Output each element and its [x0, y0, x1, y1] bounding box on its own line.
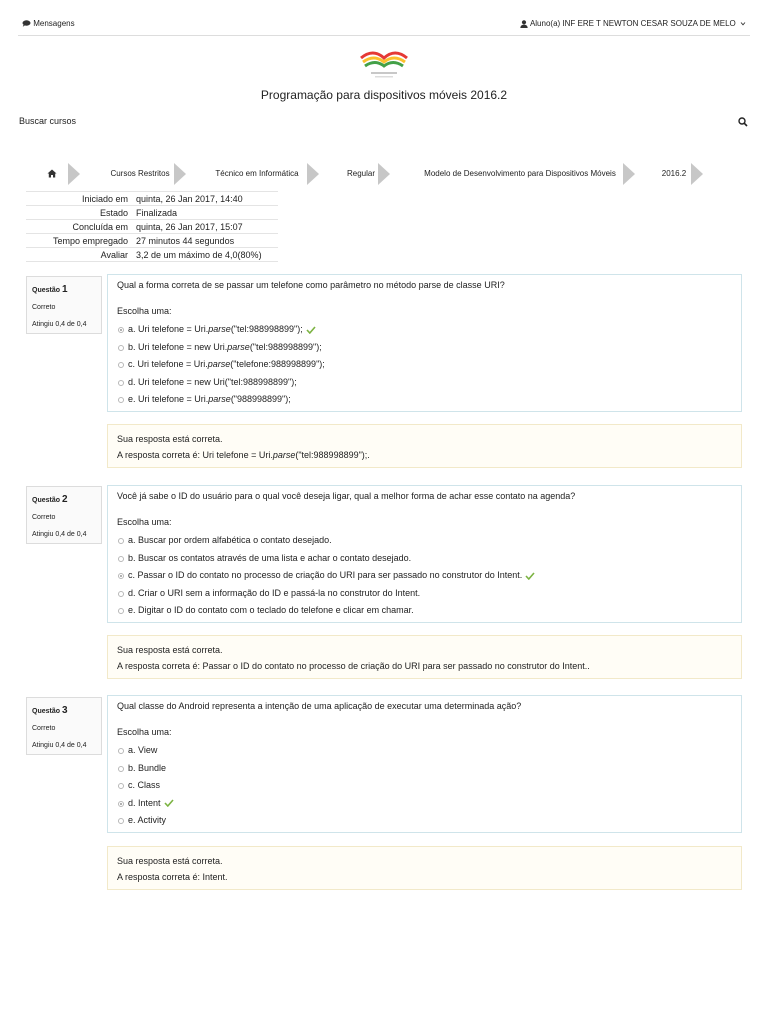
answer-option-c[interactable]	[117, 777, 732, 795]
breadcrumb-separator	[691, 163, 703, 185]
feedback-status: Sua resposta está correta.	[117, 856, 223, 866]
summary-row	[26, 192, 278, 206]
home-icon[interactable]	[47, 169, 57, 178]
feedback-correct-answer: A resposta correta é: Intent.	[117, 872, 228, 882]
question-number: 3	[62, 705, 68, 716]
option-text: a. Buscar por ordem alfabética o contato desejado.	[128, 535, 332, 545]
answer-option-e[interactable]	[117, 391, 732, 409]
search-bar	[18, 116, 750, 132]
breadcrumb-item-regular[interactable]: Regular	[346, 169, 375, 178]
radio-button[interactable]	[118, 345, 124, 351]
user-menu[interactable]	[520, 19, 748, 28]
user-name: Aluno(a) INF ERE T NEWTON CESAR SOUZA DE MELO	[529, 19, 736, 28]
option-text: d. Uri telefone = new Uri("tel:988998899");	[128, 376, 297, 387]
check-icon	[164, 799, 174, 807]
question-status: Correto	[32, 514, 56, 521]
choose-one-label: Escolha uma:	[117, 727, 172, 737]
answer-option-b[interactable]	[117, 550, 732, 568]
feedback-status: Sua resposta está correta.	[117, 434, 223, 444]
feedback-correct-answer: A resposta correta é: Passar o ID do contato no processo de criação do URI para ser passado no construtor do Intent..	[117, 661, 590, 671]
option-text: c. Uri telefone = Uri.parse("telefone:988998899");	[128, 359, 325, 369]
radio-button[interactable]	[118, 818, 124, 824]
question-2-feedback	[107, 635, 742, 679]
search-courses-link[interactable]: Buscar cursos	[19, 116, 77, 126]
summary-key: Tempo empregado	[26, 234, 132, 248]
summary-row	[26, 248, 278, 262]
summary-row	[26, 206, 278, 220]
option-text: e. Digitar o ID do contato com o teclado do telefone e clicar em chamar.	[128, 605, 414, 615]
breadcrumb-separator	[174, 163, 186, 185]
breadcrumb-separator	[378, 163, 390, 185]
summary-value: 27 minutos 44 segundos	[132, 234, 278, 248]
answer-option-b[interactable]	[117, 760, 732, 778]
option-text: c. Passar o ID do contato no processo de criação do URI para ser passado no construtor do Intent.	[128, 570, 523, 580]
radio-button[interactable]	[118, 748, 124, 754]
answer-option-d[interactable]	[117, 585, 732, 603]
question-number: 2	[62, 494, 68, 505]
top-navbar	[18, 16, 750, 36]
feedback-correct-answer: A resposta correta é: Uri telefone = Uri.parse("tel:988998899");.	[117, 450, 370, 460]
radio-button[interactable]	[118, 573, 124, 579]
option-text: b. Bundle	[128, 762, 167, 773]
question-1-feedback	[107, 424, 742, 468]
radio-button[interactable]	[118, 783, 124, 789]
user-icon	[520, 20, 528, 28]
radio-button[interactable]	[118, 327, 124, 333]
check-icon	[306, 326, 316, 334]
question-text: Qual a forma correta de se passar um telefone como parâmetro no método parse de classe URI?	[117, 280, 505, 290]
answer-option-a[interactable]	[117, 532, 732, 550]
radio-button[interactable]	[118, 397, 124, 403]
breadcrumb-item-modelo-desenvolvimento[interactable]: Modelo de Desenvolvimento para Dispositivos Móveis	[424, 169, 616, 178]
question-status: Correto	[32, 304, 56, 311]
summary-key: Avaliar	[26, 248, 132, 262]
option-text: e. Activity	[128, 815, 167, 825]
answer-option-c[interactable]	[117, 567, 732, 585]
summary-key: Iniciado em	[26, 192, 132, 206]
option-text: b. Uri telefone = new Uri.parse("tel:988998899");	[128, 341, 322, 352]
radio-button[interactable]	[118, 591, 124, 597]
radio-button[interactable]	[118, 538, 124, 544]
answer-option-a[interactable]	[117, 742, 732, 760]
question-score: Atingiu 0,4 de 0,4	[32, 531, 87, 538]
check-icon	[525, 572, 535, 580]
breadcrumb-separator	[68, 163, 80, 185]
breadcrumb-separator	[307, 163, 319, 185]
institution-logo[interactable]	[357, 46, 411, 80]
question-text: Qual classe do Android representa a intenção de uma aplicação de executar uma determinada ação?	[117, 701, 522, 711]
option-text: d. Intent	[128, 797, 161, 808]
messages-link[interactable]	[22, 19, 75, 28]
question-label: Questão	[32, 287, 61, 294]
answer-option-d[interactable]	[117, 374, 732, 392]
question-1-content	[107, 274, 742, 412]
radio-button[interactable]	[118, 608, 124, 614]
chevron-down-icon	[738, 21, 748, 27]
summary-value: quinta, 26 Jan 2017, 15:07	[132, 220, 278, 234]
answer-option-c[interactable]	[117, 356, 732, 374]
breadcrumb-item-cursos-restritos[interactable]: Cursos Restritos	[110, 169, 170, 178]
radio-button[interactable]	[118, 380, 124, 386]
summary-key: Concluída em	[26, 220, 132, 234]
radio-button[interactable]	[118, 801, 124, 807]
question-label: Questão	[32, 497, 61, 504]
summary-value: Finalizada	[132, 206, 278, 220]
option-text: b. Buscar os contatos através de uma lista e achar o contato desejado.	[128, 552, 412, 563]
summary-value: 3,2 de um máximo de 4,0(80%)	[132, 248, 278, 262]
radio-button[interactable]	[118, 766, 124, 772]
question-score: Atingiu 0,4 de 0,4	[32, 742, 87, 749]
question-3-content	[107, 695, 742, 833]
question-1-info	[26, 276, 102, 334]
summary-value: quinta, 26 Jan 2017, 14:40	[132, 192, 278, 206]
question-number: 1	[62, 284, 68, 295]
question-text: Você já sabe o ID do usuário para o qual você deseja ligar, qual a melhor forma de achar esse contato na agenda?	[117, 491, 576, 501]
answer-option-d[interactable]	[117, 795, 732, 813]
course-title: Programação para dispositivos móveis 2016.2	[260, 88, 508, 102]
question-2-info	[26, 486, 102, 544]
question-3-info	[26, 697, 102, 755]
summary-key: Estado	[26, 206, 132, 220]
radio-button[interactable]	[118, 556, 124, 562]
question-2-content	[107, 485, 742, 623]
breadcrumb-item-2016-2[interactable]: 2016.2	[661, 169, 687, 178]
search-icon[interactable]	[738, 117, 748, 127]
question-score: Atingiu 0,4 de 0,4	[32, 321, 87, 328]
answer-option-a[interactable]	[117, 321, 732, 339]
comment-icon	[22, 20, 31, 27]
breadcrumb-item-tecnico-informatica[interactable]: Técnico em Informática	[215, 169, 299, 178]
answer-option-e[interactable]	[117, 812, 732, 830]
radio-button[interactable]	[118, 362, 124, 368]
summary-row	[26, 234, 278, 248]
question-3-feedback	[107, 846, 742, 890]
summary-row	[26, 220, 278, 234]
answer-option-b[interactable]	[117, 339, 732, 357]
option-text: a. Uri telefone = Uri.parse("tel:988998899");	[128, 324, 303, 334]
option-text: c. Class	[128, 780, 161, 790]
answer-option-e[interactable]	[117, 602, 732, 620]
feedback-status: Sua resposta está correta.	[117, 645, 223, 655]
option-text: a. View	[128, 745, 158, 755]
question-label: Questão	[32, 708, 61, 715]
choose-one-label: Escolha uma:	[117, 517, 172, 527]
choose-one-label: Escolha uma:	[117, 306, 172, 316]
breadcrumb	[26, 160, 736, 188]
attempt-summary-table	[26, 191, 278, 262]
messages-label: Mensagens	[33, 19, 75, 28]
option-text: e. Uri telefone = Uri.parse("988998899");	[128, 394, 291, 404]
option-text: d. Criar o URI sem a informação do ID e passá-la no construtor do Intent.	[128, 587, 421, 598]
question-status: Correto	[32, 725, 56, 732]
breadcrumb-separator	[623, 163, 635, 185]
